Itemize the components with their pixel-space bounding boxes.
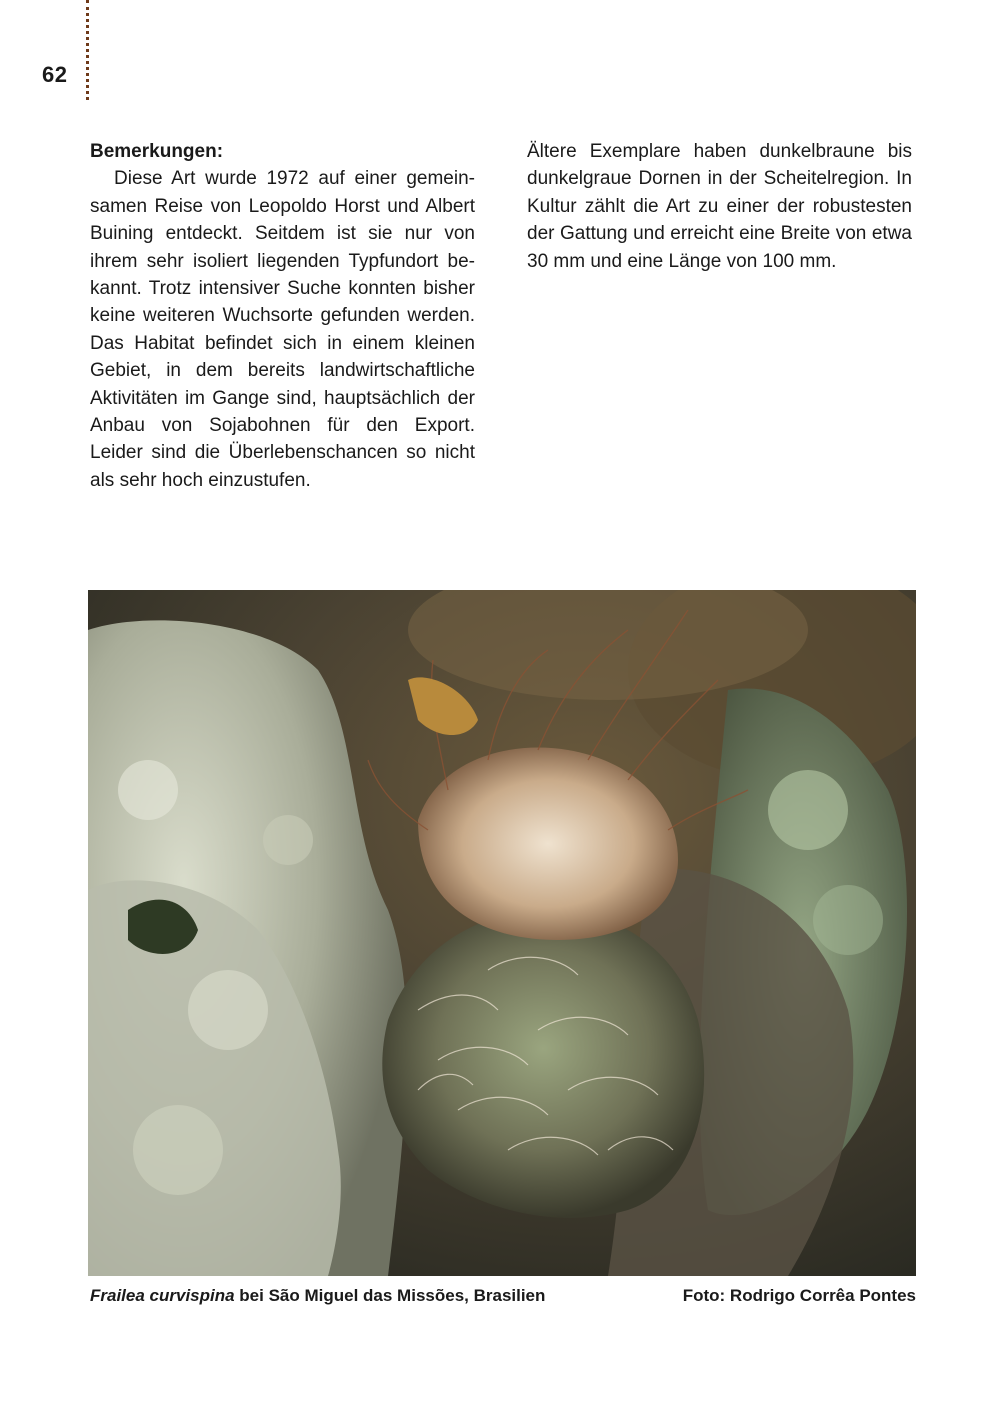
photo-credit: Foto: Rodrigo Corrêa Pontes	[682, 1286, 916, 1305]
right-column	[527, 138, 912, 275]
body-paragraph-left: Diese Art wurde 1972 auf einer gemeinsamen Reise von Leopoldo Horst und Albert Buining entdeckt. Seitdem ist sie nur von ihrem sehr isoliert liegenden Typfundort bekannt. Trotz intensiver Suche konnten bisher keine weiteren Wuchsorte gefunden werden. Das Habitat befindet sich in einem kleinen Gebiet, in dem bereits landwirtschaftliche Aktivitäten im Gange sind, hauptsächlich der Anbau von Sojabohnen für den Export. Leider sind die Überlebenschancen so nicht als sehr hoch einzustufen.	[90, 168, 475, 491]
caption-species: Frailea curvispina	[90, 1286, 235, 1305]
cactus-photo	[88, 590, 916, 1276]
body-paragraph-right: Ältere Exemplare haben dunkelbraune bis dunkelgraue Dornen in der Scheitelregion. In Kultur zählt die Art zu einer der robustesten der Gattung und erreicht eine Breite von etwa 30 mm und eine Länge von 100 mm.	[527, 141, 912, 272]
margin-rule	[86, 0, 89, 100]
left-column	[90, 138, 475, 494]
photo-caption	[90, 1286, 545, 1306]
page-number: 62	[42, 62, 68, 87]
caption-location: bei São Miguel das Missões, Brasilien	[234, 1286, 546, 1305]
section-heading: Bemerkungen:	[90, 141, 224, 162]
